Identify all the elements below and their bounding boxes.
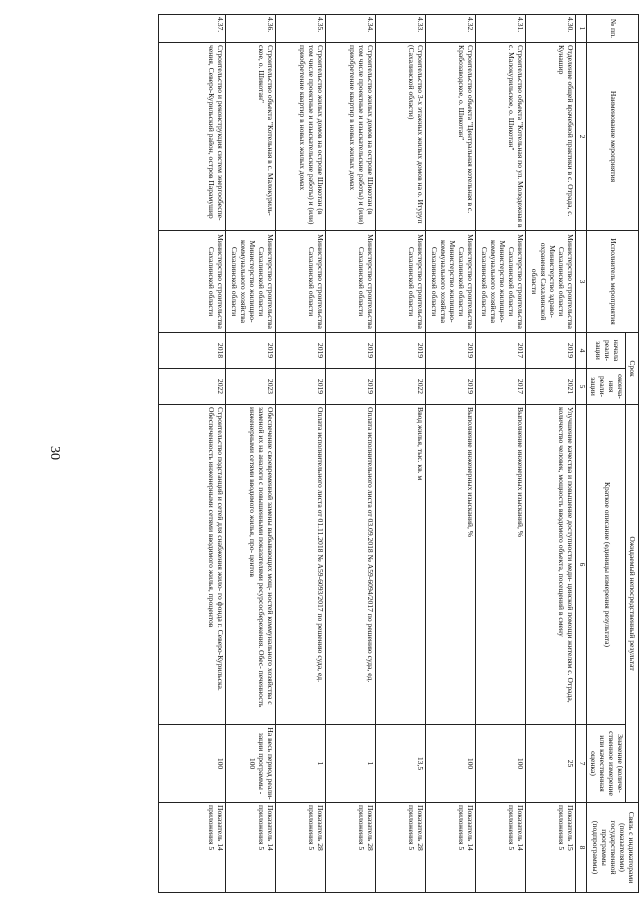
measure-name: Строительство объекта "Котельная по ул. Молодежная в с. Малокурильское, о. Шикотан" [476,43,526,231]
page-number: 30 [47,446,62,460]
end-year: 2022 [159,369,226,405]
result-value: 25 [526,725,576,803]
executor: Министерство строительства Сахалинской области [159,231,226,333]
start-year: 2018 [159,333,226,369]
header-result: Ожидаемый непосредственный результат [626,405,639,803]
executor: Министерство строительства Сахалинской области Министерство жилищно- коммунального хозяйства Сахалинской области [476,231,526,333]
result-description: Ввод жилья, тыс. кв. м [376,405,426,725]
header-start: начала реали- зации [587,333,626,369]
header-term: Срок [626,333,639,405]
result-value: 100 [159,725,226,803]
column-number: 4 [576,333,587,369]
table-row [376,15,426,893]
end-year: 2019 [426,369,476,405]
table-row [526,15,576,893]
result-value: На весь период реали- зации программы - 100 [226,725,276,803]
column-number: 8 [576,803,587,893]
header-value: Значение (количе- ственное измерение или качественная оценка) [587,725,626,803]
row-number: 4.37. [159,15,226,43]
executor: Министерство строительства Сахалинской области Министерство жилищно- коммунального хозяйства Сахалинской области [426,231,476,333]
column-number: 3 [576,231,587,333]
measure-name: Строительство объекта "Котельная в с. Малокуриль- ское, о. Шикотан" [226,43,276,231]
indicator-link: Показатель 28 приложения 5 [276,803,326,893]
row-number: 4.33. [376,15,426,43]
row-number: 4.32. [426,15,476,43]
table-row [226,15,276,893]
header-description: Краткое описание (единицы измерения результата) [587,405,626,725]
column-number-row [576,15,587,893]
rotated-page-content [75,14,639,892]
start-year: 2019 [376,333,426,369]
executor: Министерство строительства Сахалинской области [326,231,376,333]
end-year: 2021 [526,369,576,405]
row-number: 4.34. [326,15,376,43]
column-number: 1 [576,15,587,43]
row-number: 4.31. [476,15,526,43]
table-row [159,15,226,893]
column-number: 5 [576,369,587,405]
indicator-link: Показатель 14 приложения 5 [476,803,526,893]
table-row [276,15,326,893]
row-number: 4.36. [226,15,276,43]
measure-name: Строительство и реконструкция систем энергообеспе- чения, Северо-Курильский район, остров Парамушир [159,43,226,231]
indicator-link: Показатель 28 приложения 5 [376,803,426,893]
result-description: Оплата исполнительного листа от 03.09.2018 № А59-6094/2017 по решению суда, ед. [326,405,376,725]
result-value: 100 [426,725,476,803]
end-year: 2019 [276,369,326,405]
executor: Министерство строительства Сахалинской области Министерство жилищно- коммунального хозяйства Сахалинской области [226,231,276,333]
start-year: 2019 [526,333,576,369]
result-value: 13,5 [376,725,426,803]
column-number: 7 [576,725,587,803]
header-name: Наименование мероприятия [587,43,639,231]
executor: Министерство строительства Сахалинской области Министерство здраво- охранения Сахалинской области [526,231,576,333]
table-row [326,15,376,893]
column-number: 2 [576,43,587,231]
indicator-link: Показатель 14 приложения 5 [426,803,476,893]
start-year: 2019 [326,333,376,369]
row-number: 4.35. [276,15,326,43]
result-description: Выполнение инженерных изысканий, % [476,405,526,725]
executor: Министерство строительства Сахалинской области [276,231,326,333]
end-year: 2019 [326,369,376,405]
result-value: 1 [326,725,376,803]
indicator-link: Показатель 14 приложения 5 [226,803,276,893]
header-end: оконча- ния реали- зации [587,369,626,405]
table-row [426,15,476,893]
measures-table [158,14,639,893]
start-year: 2017 [476,333,526,369]
table-row [476,15,526,893]
start-year: 2019 [426,333,476,369]
measure-name: Отделение общей врачебной практики в с. Отрада, с. Кунашир [526,43,576,231]
result-description: Улучшение качества и повышение доступности меди- цинской помощи жителям с. Отрада, количество человек, мощность вводимого объекта, посещений в смену [526,405,576,725]
measure-name: Строительство жилых домов на острове Шикотан (в том числе проектные и изыскательские работы) и (или) приобретение квартир в новых жилых домах [276,43,326,231]
result-description: Строительство подстанций и сетей для снабжения жило- го фонда г. Северо-Курильска. Обеспеченность инженерными сетями вводимого жилья, процентов [159,405,226,725]
header-executor: Исполнитель мероприятия [587,231,639,333]
header-num: № пп. [587,15,639,43]
end-year: 2022 [376,369,426,405]
indicator-link: Показатель 15 приложения 5 [526,803,576,893]
row-number: 4.30. [526,15,576,43]
header-indicator-link: Связь с индикаторами (показателями) государственной программы (подпрограммы) [587,803,639,893]
start-year: 2019 [276,333,326,369]
measure-name: Строительство 3-х этажных жилых домов на о. Итуруп (Сахалинской области) [376,43,426,231]
result-description: Обеспечение своевременной замены выбывающих мощ- ностей коммунального хозяйства с заменой их на аналоги с повышенными показателями ресурсосбережения. Обес- печенность инженерными сетями вводимого жилья, про- центов [226,405,276,725]
start-year: 2019 [226,333,276,369]
indicator-link: Показатель 28 приложения 5 [326,803,376,893]
measure-name: Строительство объекта "Центральная котельная в с. Крабозаводское, о. Шикотан" [426,43,476,231]
end-year: 2017 [476,369,526,405]
result-value: 100 [476,725,526,803]
result-description: Оплата исполнительного листа от 01.11.2018 № А59-6093/2017 по решению суда, ед. [276,405,326,725]
end-year: 2023 [226,369,276,405]
measure-name: Строительство жилых домов на острове Шикотан (в том числе проектные и изыскательские работы) и (или) приобретение квартир в новых жилых домах [326,43,376,231]
result-description: Выполнение инженерных изысканий, % [426,405,476,725]
result-value: 1 [276,725,326,803]
indicator-link: Показатель 14 приложения 5 [159,803,226,893]
executor: Министерство строительства Сахалинской области [376,231,426,333]
column-number: 6 [576,405,587,725]
